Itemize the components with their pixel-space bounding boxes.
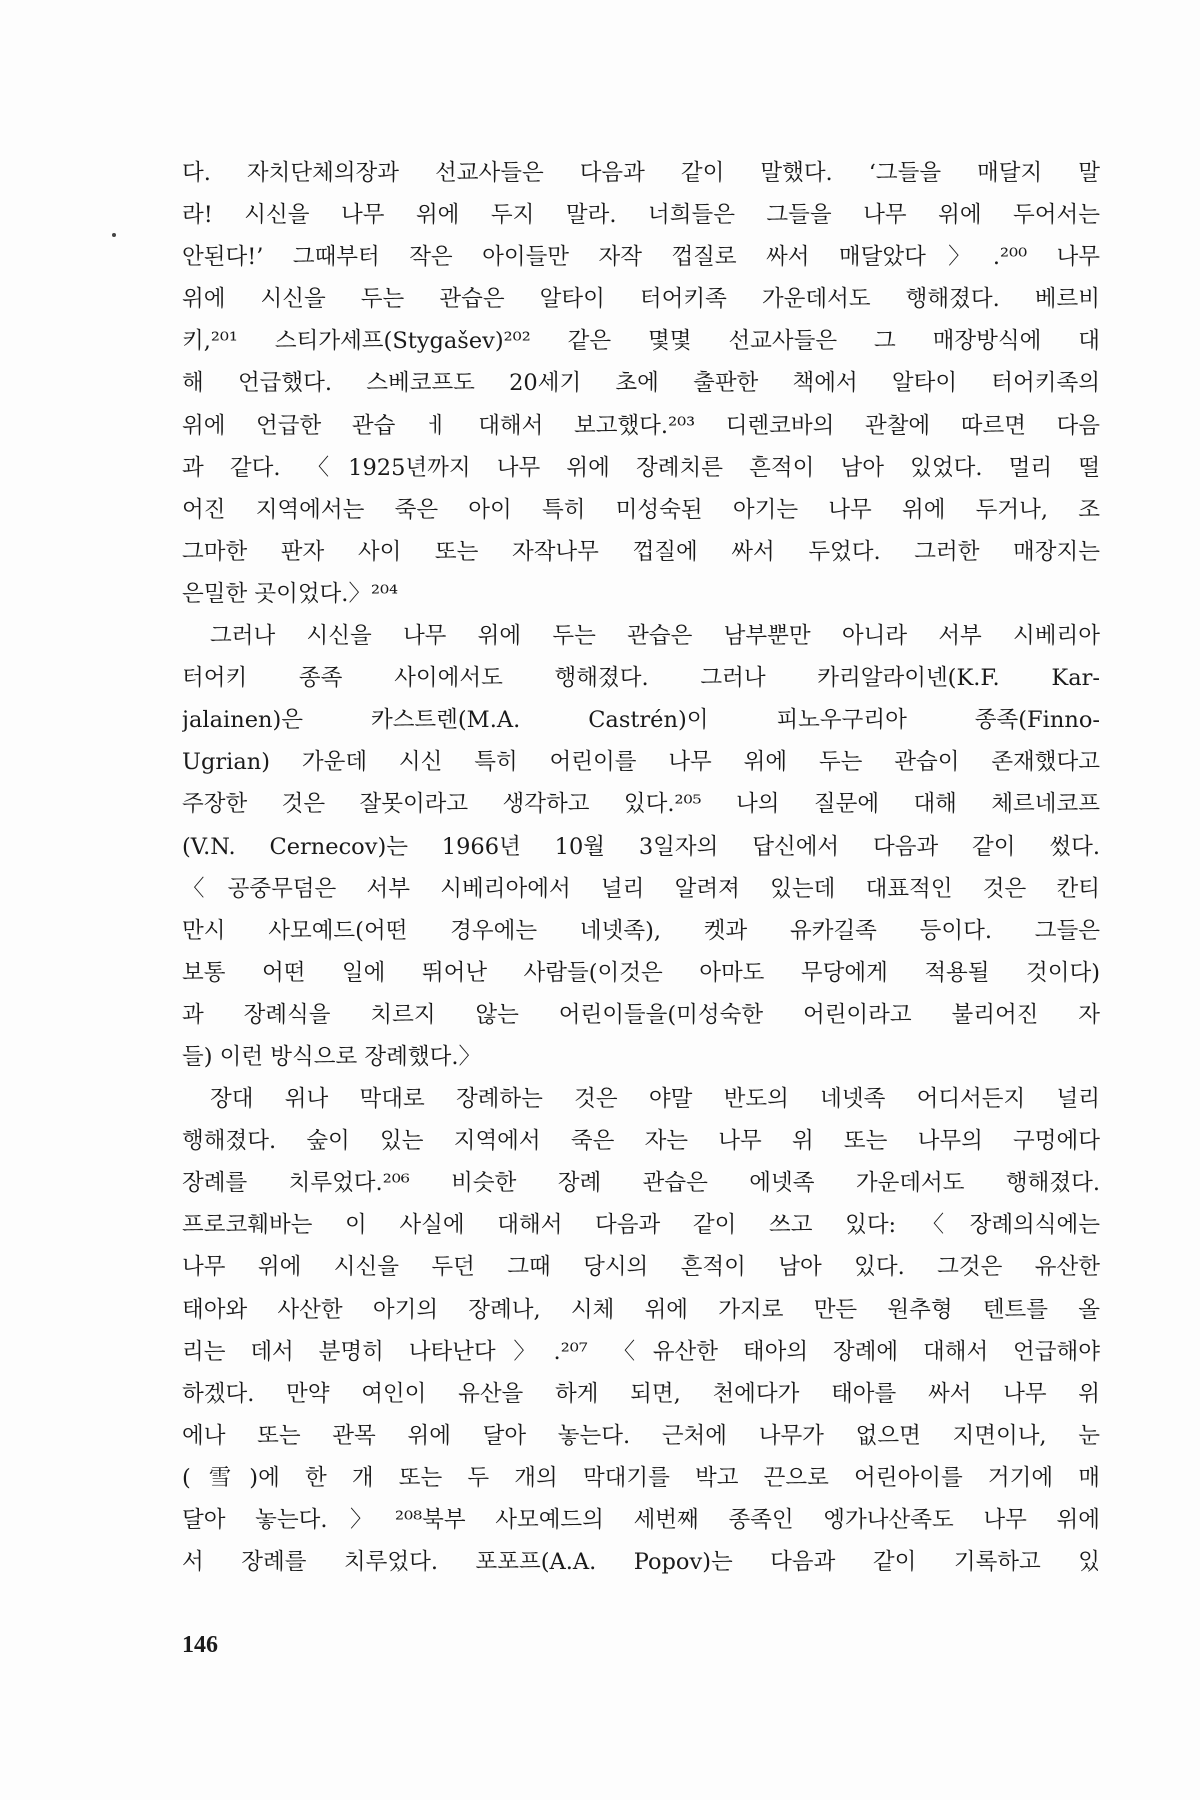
text-line: 서 장례를 치루었다. 포포프(A.A. Popov)는 다음과 같이 기록하고 있 (182, 1549, 1100, 1576)
text-line: 에나 또는 관목 위에 달아 놓는다. 근처에 나무가 없으면 지면이나, 눈 (182, 1422, 1100, 1449)
text-line: 주장한 것은 잘못이라고 생각하고 있다.²⁰⁵ 나의 질문에 대해 체르네코프 (182, 791, 1100, 818)
text-line: 과 장례식을 치르지 않는 어린이들을(미성숙한 어린이라고 불리어진 자 (182, 1001, 1100, 1028)
text-line: 태아와 사산한 아기의 장례나, 시체 위에 가지로 만든 원추형 텐트를 올 (182, 1296, 1100, 1323)
text-line: jalainen)은 카스트렌(M.A. Castrén)이 피노우구리아 종족(Finno- (182, 707, 1100, 734)
text-line: 어진 지역에서는 죽은 아이 특히 미성숙된 아기는 나무 위에 두거나, 조 (182, 496, 1100, 523)
text-line: 위에 언급한 관습 ㅔ 대해서 보고했다.²⁰³ 디렌코바의 관찰에 따르면 다음 (182, 412, 1100, 439)
text-line: 리는 데서 분명히 나타난다〉.²⁰⁷ 〈유산한 태아의 장례에 대해서 언급해야 (182, 1338, 1100, 1365)
text-line: 그러나 시신을 나무 위에 두는 관습은 남부뿐만 아니라 서부 시베리아 (210, 623, 1100, 650)
body-text (182, 152, 1100, 1583)
print-speck (112, 233, 116, 237)
text-line: 〈공중무덤은 서부 시베리아에서 널리 알려져 있는데 대표적인 것은 칸티 (182, 875, 1100, 902)
text-line: 장례를 치루었다.²⁰⁶ 비슷한 장례 관습은 에넷족 가운데서도 행해졌다. (182, 1170, 1100, 1197)
text-line: 장대 위나 막대로 장례하는 것은 야말 반도의 네넷족 어디서든지 널리 (210, 1086, 1100, 1113)
text-line: 들) 이런 방식으로 장례했다.〉 (182, 1043, 481, 1070)
text-line: 해 언급했다. 스베코프도 20세기 초에 출판한 책에서 알타이 터어키족의 (182, 370, 1100, 397)
text-line: 안된다!’ 그때부터 작은 아이들만 자작 껍질로 싸서 매달았다〉.²⁰⁰ 나무 (182, 244, 1100, 271)
text-line: 행해졌다. 숲이 있는 지역에서 죽은 자는 나무 위 또는 나무의 구멍에다 (182, 1128, 1100, 1155)
text-line: (V.N. Cernecov)는 1966년 10월 3일자의 답신에서 다음과 같이 썼다. (182, 833, 1100, 860)
text-line: 은밀한 곳이었다.〉²⁰⁴ (182, 580, 399, 607)
text-line: 나무 위에 시신을 두던 그때 당시의 흔적이 남아 있다. 그것은 유산한 (182, 1254, 1100, 1281)
text-line: 달아 놓는다.〉²⁰⁸북부 사모예드의 세번째 종족인 엥가나산족도 나무 위에 (182, 1507, 1100, 1533)
text-line: 만시 사모예드(어떤 경우에는 네넷족), 켓과 유카길족 등이다. 그들은 (182, 917, 1100, 944)
text-line: 그마한 판자 사이 또는 자작나무 껍질에 싸서 두었다. 그러한 매장지는 (182, 538, 1100, 565)
text-line: 프로코훼바는 이 사실에 대해서 다음과 같이 쓰고 있다:〈장례의식에는 (182, 1212, 1100, 1239)
text-line: 보통 어떤 일에 뛰어난 사람들(이것은 아마도 무당에게 적용될 것이다) (182, 959, 1100, 986)
text-line: 다. 자치단체의장과 선교사들은 다음과 같이 말했다. ‘그들을 매달지 말 (182, 160, 1100, 186)
text-line: (雪)에 한 개 또는 두 개의 막대기를 박고 끈으로 어린아이를 거기에 매 (182, 1464, 1100, 1491)
text-line: 터어키 종족 사이에서도 행해졌다. 그러나 카리알라이넨(K.F. Kar- (182, 665, 1100, 692)
text-line: Ugrian) 가운데 시신 특히 어린이를 나무 위에 두는 관습이 존재했다고 (182, 749, 1100, 776)
text-line: 하겠다. 만약 여인이 유산을 하게 되면, 천에다가 태아를 싸서 나무 위 (182, 1380, 1100, 1407)
text-line: 라! 시신을 나무 위에 두지 말라. 너희들은 그들을 나무 위에 두어서는 (182, 202, 1100, 229)
text-line: 키,²⁰¹ 스티가세프(Stygašev)²⁰² 같은 몇몇 선교사들은 그 매장방식에 대 (182, 328, 1100, 355)
text-line: 과 같다. 〈1925년까지 나무 위에 장례치른 흔적이 남아 있었다. 멀리 떨 (182, 454, 1100, 481)
text-line: 위에 시신을 두는 관습은 알타이 터어키족 가운데서도 행해졌다. 베르비 (182, 286, 1100, 313)
page-number: 146 (182, 1632, 218, 1658)
